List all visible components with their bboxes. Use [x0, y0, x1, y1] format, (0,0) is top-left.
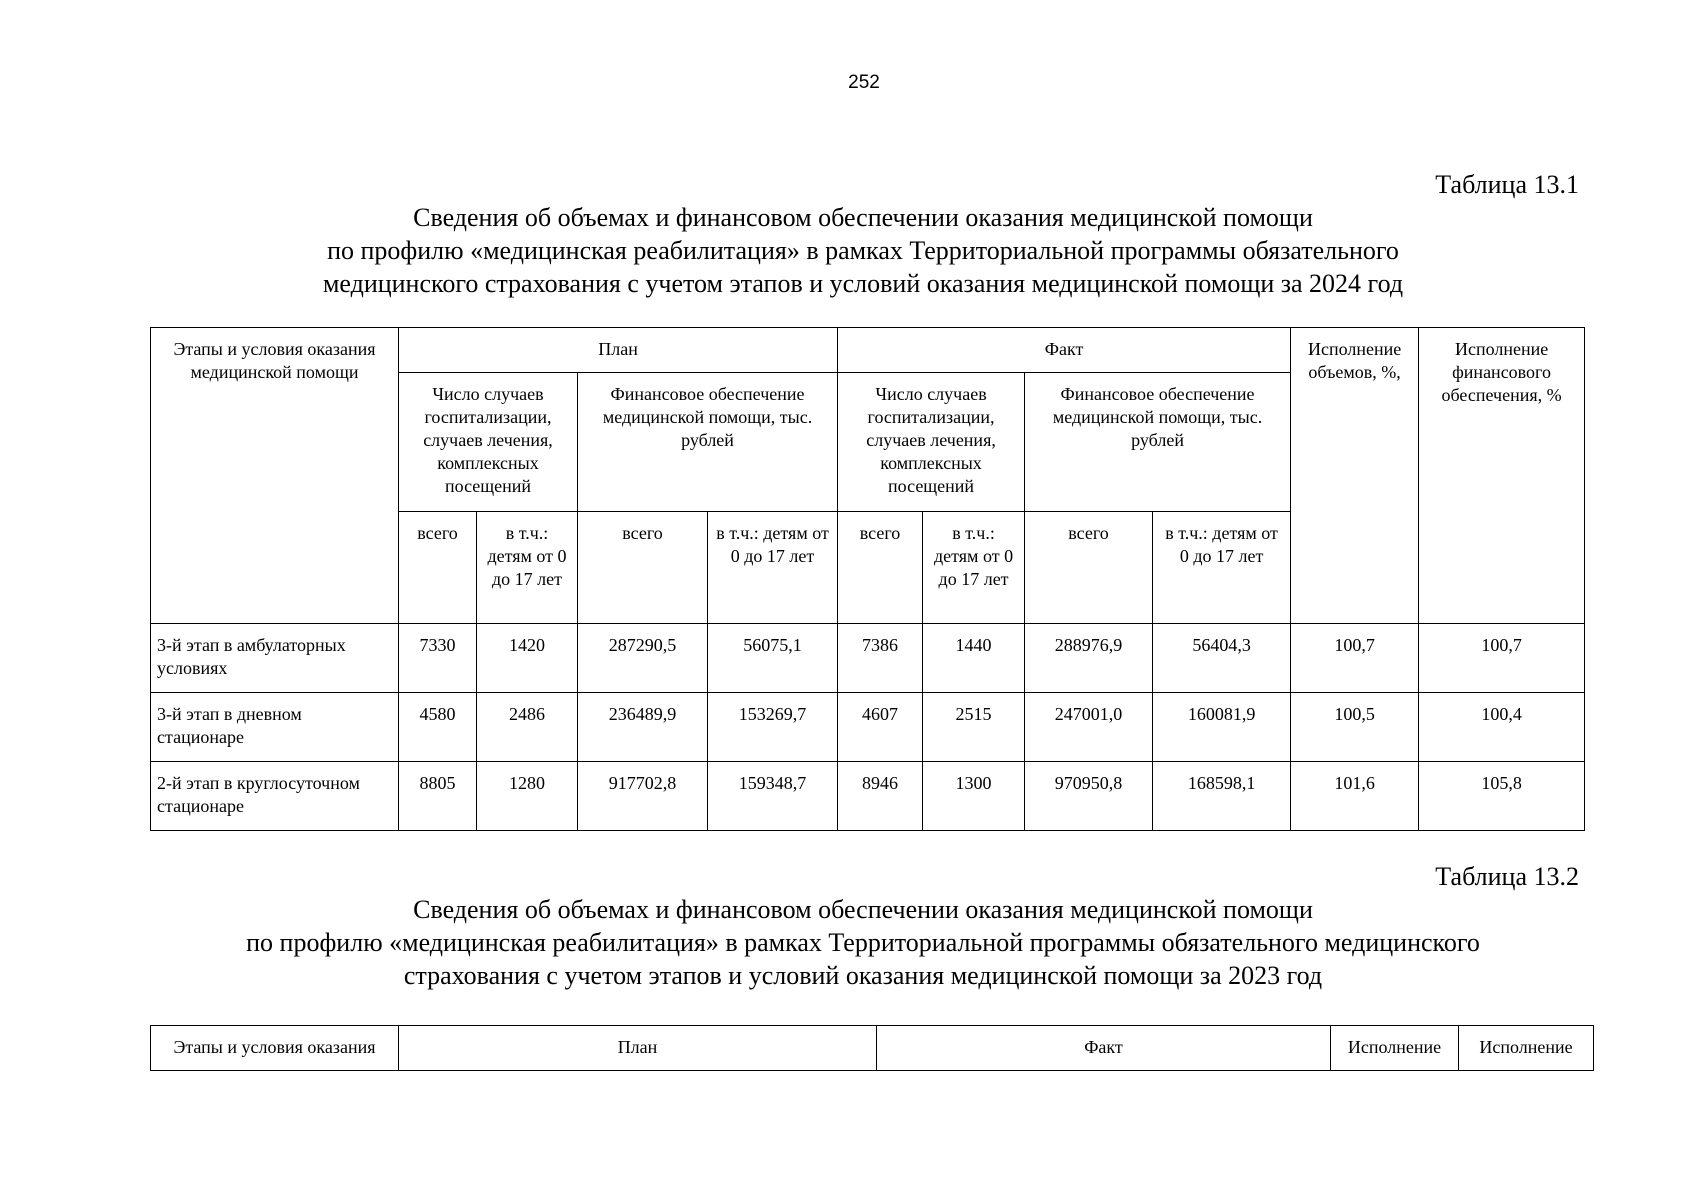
cell-fact-cases-total: 8946 [838, 762, 923, 831]
header-plan-finance: Финансовое обеспечение медицинской помощи, тыс. рублей [578, 373, 838, 512]
cell-plan-finance-children: 56075,1 [708, 624, 838, 693]
header-fact-finance-children: в т.ч.: детям от 0 до 17 лет [1153, 512, 1291, 624]
header-plan: План [399, 1026, 877, 1071]
table-2-title-line: по профилю «медицинская реабилитация» в рамках Территориальной программы обязательного медицинского [246, 928, 1480, 957]
header-fact: Факт [877, 1026, 1331, 1071]
cell-exec-finance: 105,8 [1419, 762, 1585, 831]
header-exec-volume: Исполнение [1331, 1026, 1459, 1071]
header-fact-cases-total: всего [838, 512, 923, 624]
page-number: 252 [848, 72, 880, 93]
table-2 [150, 1025, 1594, 1071]
table-row [151, 693, 1585, 762]
cell-fact-cases-total: 4607 [838, 693, 923, 762]
header-stage: Этапы и условия оказания [151, 1026, 399, 1071]
cell-exec-volume: 101,6 [1291, 762, 1419, 831]
table-1-title-line: медицинского страхования с учетом этапов и условий оказания медицинской помощи за 2024 год [322, 269, 1404, 298]
table-row [151, 624, 1585, 693]
header-fact-finance-total: всего [1025, 512, 1153, 624]
header-stage: Этапы и условия оказания медицинской помощи [151, 328, 399, 624]
table-1-title-line: Сведения об объемах и финансовом обеспечении оказания медицинской помощи [413, 203, 1313, 232]
row-stage: 3-й этап в амбулаторных условиях [151, 624, 399, 693]
cell-fact-finance-children: 168598,1 [1153, 762, 1291, 831]
header-fact-cases: Число случаев госпитализации, случаев лечения, комплексных посещений [838, 373, 1025, 512]
table-1-label: Таблица 13.1 [1435, 170, 1579, 199]
cell-plan-finance-total: 287290,5 [578, 624, 708, 693]
table-2-label: Таблица 13.2 [1435, 862, 1579, 891]
table-2-title-line: страхования с учетом этапов и условий оказания медицинской помощи за 2023 год [403, 961, 1323, 990]
cell-fact-cases-total: 7386 [838, 624, 923, 693]
cell-fact-cases-children: 2515 [923, 693, 1025, 762]
cell-fact-cases-children: 1300 [923, 762, 1025, 831]
cell-fact-finance-total: 288976,9 [1025, 624, 1153, 693]
cell-plan-cases-children: 2486 [477, 693, 578, 762]
cell-plan-finance-total: 236489,9 [578, 693, 708, 762]
cell-plan-cases-total: 4580 [399, 693, 477, 762]
cell-plan-cases-total: 8805 [399, 762, 477, 831]
header-plan-cases-children: в т.ч.: детям от 0 до 17 лет [477, 512, 578, 624]
header-plan-finance-children: в т.ч.: детям от 0 до 17 лет [708, 512, 838, 624]
header-plan-finance-total: всего [578, 512, 708, 624]
cell-plan-cases-children: 1280 [477, 762, 578, 831]
cell-plan-cases-children: 1420 [477, 624, 578, 693]
table-1-title-line: по профилю «медицинская реабилитация» в рамках Территориальной программы обязательного [327, 236, 1399, 265]
header-exec-finance: Исполнение [1459, 1026, 1594, 1071]
table-row [151, 762, 1585, 831]
cell-fact-finance-total: 247001,0 [1025, 693, 1153, 762]
cell-plan-finance-children: 159348,7 [708, 762, 838, 831]
table-1-title [150, 201, 1576, 300]
cell-plan-finance-children: 153269,7 [708, 693, 838, 762]
cell-exec-volume: 100,7 [1291, 624, 1419, 693]
cell-exec-finance: 100,4 [1419, 693, 1585, 762]
header-plan-cases-total: всего [399, 512, 477, 624]
header-fact-finance: Финансовое обеспечение медицинской помощи, тыс. рублей [1025, 373, 1291, 512]
cell-fact-finance-children: 160081,9 [1153, 693, 1291, 762]
cell-plan-finance-total: 917702,8 [578, 762, 708, 831]
row-stage: 2-й этап в круглосуточном стационаре [151, 762, 399, 831]
header-fact: Факт [838, 328, 1291, 373]
header-plan: План [399, 328, 838, 373]
cell-fact-finance-total: 970950,8 [1025, 762, 1153, 831]
table-2-title-line: Сведения об объемах и финансовом обеспечении оказания медицинской помощи [413, 895, 1313, 924]
row-stage: 3-й этап в дневном стационаре [151, 693, 399, 762]
table-1 [150, 327, 1585, 831]
table-2-title [150, 893, 1576, 992]
cell-exec-volume: 100,5 [1291, 693, 1419, 762]
cell-plan-cases-total: 7330 [399, 624, 477, 693]
header-exec-volume: Исполнение объемов, %, [1291, 328, 1419, 624]
header-exec-finance: Исполнение финансового обеспечения, % [1419, 328, 1585, 624]
cell-fact-finance-children: 56404,3 [1153, 624, 1291, 693]
header-fact-cases-children: в т.ч.: детям от 0 до 17 лет [923, 512, 1025, 624]
cell-exec-finance: 100,7 [1419, 624, 1585, 693]
header-plan-cases: Число случаев госпитализации, случаев лечения, комплексных посещений [399, 373, 578, 512]
cell-fact-cases-children: 1440 [923, 624, 1025, 693]
